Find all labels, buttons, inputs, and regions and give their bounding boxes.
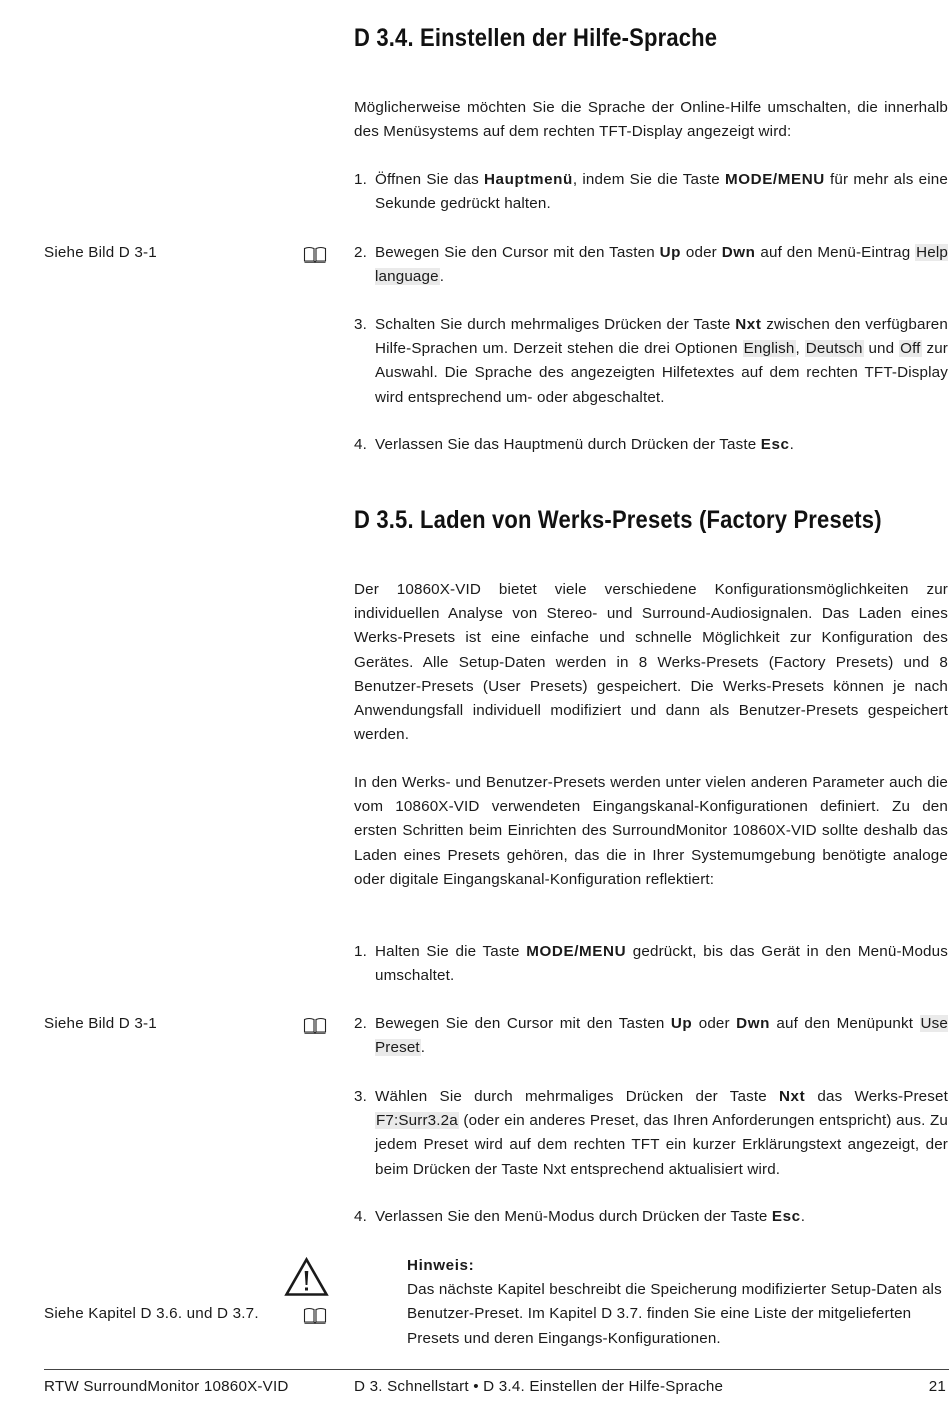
book-icon	[303, 246, 327, 263]
option-highlight: Deutsch	[805, 340, 863, 358]
list-item: 2. Bewegen Sie den Cursor mit den Tasten Up oder Dwn auf den Menüpunkt Use Preset.	[354, 1015, 948, 1057]
section-heading-d35: D 3.5. Laden von Werks-Presets (Factory Presets)	[354, 506, 882, 534]
option-highlight: English	[743, 340, 795, 358]
sidenote-reference: Siehe Bild D 3-1	[44, 1015, 157, 1032]
book-icon	[303, 1017, 327, 1034]
footer-divider	[44, 1369, 949, 1370]
menu-item-highlight: Help language	[375, 244, 948, 286]
book-icon	[303, 1307, 327, 1324]
list-item: 4. Verlassen Sie das Hauptmenü durch Drücken der Taste Esc.	[354, 436, 794, 453]
body-paragraph: Der 10860X-VID bietet viele verschiedene Konfigurationsmöglichkeiten zur individuellen Analyse von Stereo- und Surround-Audiosignalen. Das Laden eines Werks-Presets ist eine einfache und schnelle Möglichkeit zur Konfiguration des Gerätes. Alle Setup-Daten werden in 8 Werks-Presets (Factory Presets) und 8 Benutzer-Presets (User Presets) gespeichert. Die Werks-Presets können je nach Anwendungsfall individuell modifiziert und dann als Benutzer-Presets gespeichert werden.	[354, 581, 948, 744]
footer-chapter: D 3. Schnellstart • D 3.4. Einstellen der Hilfe-Sprache	[354, 1378, 724, 1395]
list-item: 3. Wählen Sie durch mehrmaliges Drücken der Taste Nxt das Werks-Preset F7:Surr3.2a (oder ein anderes Preset, das Ihren Anforderungen entspricht) aus. Zu jedem Preset wird auf dem rechten TFT ein kurzer Erklärungstext angezeigt, der beim Drücken der Taste Nxt entsprechend aktualisiert wird.	[354, 1088, 948, 1178]
note-box	[407, 1254, 948, 1351]
footer-title: RTW SurroundMonitor 10860X-VID	[44, 1378, 289, 1395]
list-item: 3. Schalten Sie durch mehrmaliges Drücken der Taste Nxt zwischen den verfügbaren Hilfe-Sprachen um. Derzeit stehen die drei Optionen English, Deutsch und Off zur Auswahl. Die Sprache des angezeigten Hilfetextes auf dem rechten TFT-Display wird entsprechend um- oder abgeschaltet.	[354, 316, 948, 406]
page-number: 21	[928, 1378, 946, 1395]
list-item: 4. Verlassen Sie den Menü-Modus durch Drücken der Taste Esc.	[354, 1208, 806, 1225]
sidenote-reference: Siehe Bild D 3-1	[44, 244, 157, 261]
body-paragraph: In den Werks- und Benutzer-Presets werden unter vielen anderen Parameter auch die vom 10860X-VID verwendeten Eingangskanal-Konfigurationen definiert. Zu den ersten Schritten beim Einrichten des SurroundMonitor 10860X-VID sollte deshalb das Laden eines Presets gehören, das die in Ihrer Systemumgebung benötigte analoge oder digitale Eingangskanal-Konfiguration reflektiert:	[354, 774, 948, 888]
intro-paragraph: Möglicherweise möchten Sie die Sprache der Online-Hilfe umschalten, die innerhalb des Menüsystems auf dem rechten TFT-Display angezeigt wird:	[354, 99, 948, 141]
preset-highlight: F7:Surr3.2a	[376, 1112, 458, 1130]
list-item: 2. Bewegen Sie den Cursor mit den Tasten Up oder Dwn auf den Menü-Eintrag Help language.	[354, 244, 948, 286]
sidenote-reference: Siehe Kapitel D 3.6. und D 3.7.	[44, 1305, 259, 1322]
list-item: 1. Halten Sie die Taste MODE/MENU gedrückt, bis das Gerät in den Menü-Modus umschaltet.	[354, 943, 948, 985]
warning-icon	[284, 1257, 329, 1297]
note-title: Hinweis:	[407, 1257, 475, 1274]
menu-item-highlight: Use Preset	[375, 1015, 948, 1057]
option-highlight: Off	[900, 340, 921, 358]
list-item: 1. Öffnen Sie das Hauptmenü, indem Sie die Taste MODE/MENU für mehr als eine Sekunde gedrückt halten.	[354, 171, 948, 213]
note-text: Das nächste Kapitel beschreibt die Speicherung modifizierter Setup-Daten als Benutzer-Preset. Im Kapitel D 3.7. finden Sie eine Liste der mitgelieferten Presets und deren Eingangs-Konfigurationen.	[407, 1281, 942, 1347]
section-heading-d34: D 3.4. Einstellen der Hilfe-Sprache	[354, 24, 718, 52]
